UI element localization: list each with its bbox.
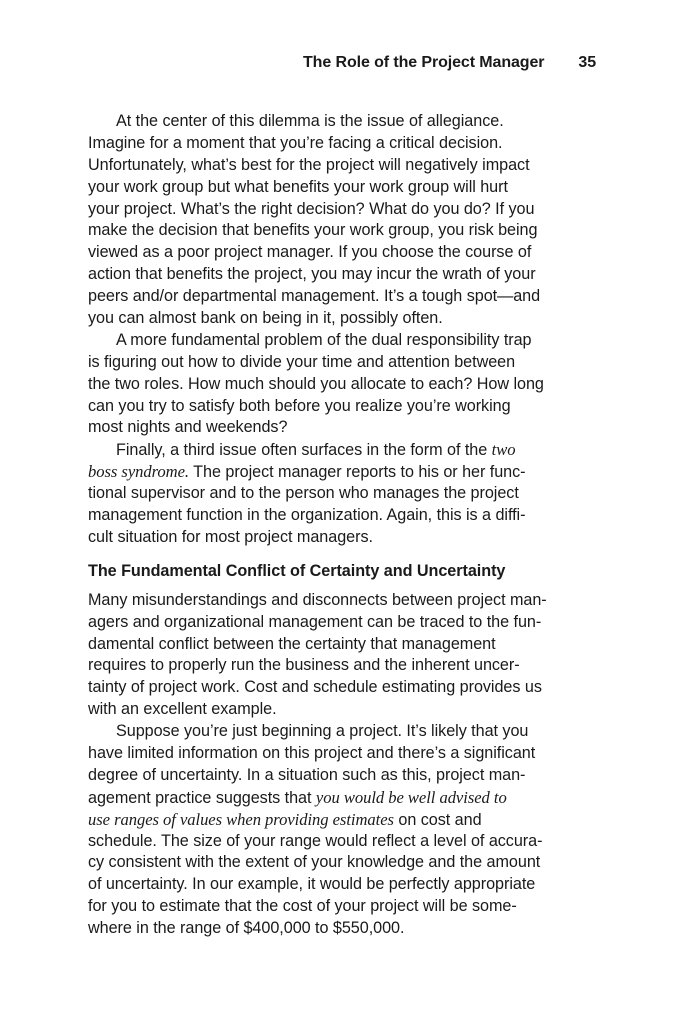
- italic-term: boss syndrome.: [88, 462, 190, 482]
- text-line: requires to properly run the business and the inherent uncer-: [88, 656, 520, 675]
- italic-term: use ranges of values when providing estimates: [88, 809, 394, 829]
- text-line: peers and/or departmental management. It’s a tough spot—and: [88, 287, 541, 306]
- text-line: At the center of this dilemma is the issue of allegiance.: [116, 112, 504, 130]
- text-line: Unfortunately, what’s best for the project will negatively impact: [88, 155, 530, 174]
- text-line: agers and organizational management can be traced to the fun-: [88, 612, 542, 631]
- text-line: [88, 809, 600, 831]
- text-line: with an excellent example.: [88, 700, 277, 719]
- text-line: Suppose you’re just beginning a project. It’s likely that you: [116, 722, 529, 741]
- text-line: tional supervisor and to the person who manages the project: [88, 484, 519, 503]
- chapter-title: The Role of the Project Manager: [303, 54, 545, 71]
- text-line: management function in the organization. Again, this is a diffi-: [88, 506, 526, 525]
- paragraph-dual-responsibility: [88, 330, 600, 439]
- text-line: viewed as a poor project manager. If you choose the course of: [88, 243, 532, 262]
- text-line: degree of uncertainty. In a situation such as this, project man-: [88, 765, 526, 784]
- text-line: where in the range of $400,000 to $550,000.: [88, 919, 405, 938]
- text-line: is figuring out how to divide your time and attention between: [88, 352, 516, 371]
- section-heading: The Fundamental Conflict of Certainty and Uncertainty: [88, 561, 506, 580]
- text-line: cy consistent with the extent of your knowledge and the amount: [88, 853, 541, 872]
- text-line: of uncertainty. In our example, it would be perfectly appropriate: [88, 875, 536, 894]
- text-line: action that benefits the project, you may incur the wrath of your: [88, 265, 536, 284]
- text-line: cult situation for most project managers.: [88, 527, 373, 546]
- paragraph-two-boss: [88, 439, 600, 548]
- running-header: [88, 54, 596, 72]
- text-line: A more fundamental problem of the dual responsibility trap: [116, 330, 532, 349]
- italic-term: two: [491, 440, 516, 460]
- text-line: schedule. The size of your range would reflect a level of accura-: [88, 831, 543, 850]
- text-line: [88, 787, 600, 809]
- text-line: for you to estimate that the cost of your project will be some-: [88, 897, 517, 916]
- page-number: 35: [578, 54, 596, 71]
- text-line: [88, 461, 600, 483]
- text-line: you can almost bank on being in it, possibly often.: [88, 309, 443, 328]
- text-run: agement practice suggests that: [88, 788, 316, 807]
- text-line: your project. What’s the right decision? What do you do? If you: [88, 199, 535, 218]
- text-line: the two roles. How much should you allocate to each? How long: [88, 374, 544, 393]
- text-line: tainty of project work. Cost and schedule estimating provides us: [88, 678, 542, 697]
- body-text: [88, 111, 600, 940]
- paragraph-estimate-ranges: [88, 721, 600, 940]
- text-line: [88, 439, 600, 461]
- text-line: most nights and weekends?: [88, 418, 288, 437]
- text-line: can you try to satisfy both before you realize you’re working: [88, 396, 511, 415]
- text-run: The project manager reports to his or her func-: [189, 463, 526, 482]
- paragraph-misunderstandings: [88, 590, 600, 721]
- text-line: make the decision that benefits your work group, you risk being: [88, 221, 538, 240]
- text-line: damental conflict between the certainty that management: [88, 634, 496, 653]
- text-line: Imagine for a moment that you’re facing a critical decision.: [88, 133, 503, 152]
- text-line: Many misunderstandings and disconnects between project man-: [88, 590, 547, 609]
- text-line: your work group but what benefits your work group will hurt: [88, 177, 508, 196]
- text-run: on cost and: [393, 810, 482, 829]
- paragraph-allegiance: [88, 111, 600, 330]
- italic-term: you would be well advised to: [315, 787, 507, 807]
- text-run: Finally, a third issue often surfaces in the form of the: [116, 441, 492, 460]
- text-line: have limited information on this project and there’s a significant: [88, 743, 536, 762]
